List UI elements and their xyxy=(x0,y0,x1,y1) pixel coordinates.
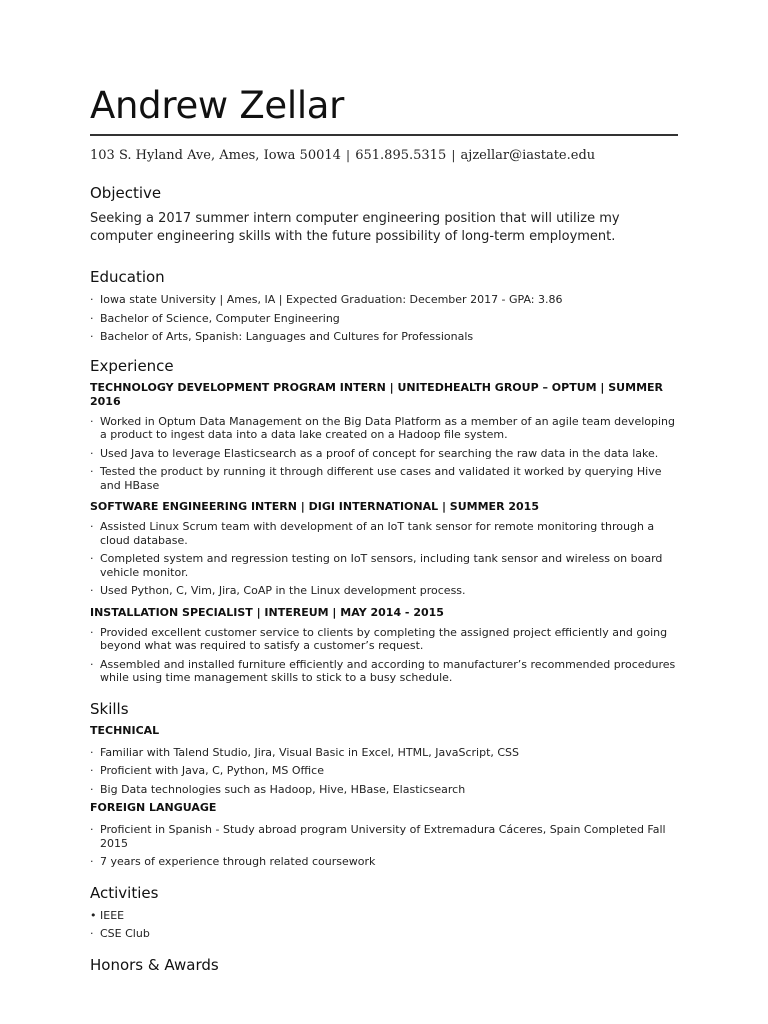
objective-heading: Objective xyxy=(90,184,162,202)
job-bullet: · Worked in Optum Data Management on the Big Data Platform as a member of an agile team developing a product to ingest data into a data lake created on a Hadoop file system. xyxy=(90,414,675,441)
education-list xyxy=(90,293,678,344)
contact-phone: 651.895.5315 xyxy=(355,148,447,163)
job-bullet: · Assisted Linux Scrum team with development of an IoT tank sensor for remote monitoring through a cloud database. xyxy=(90,520,655,547)
contact-separator: | xyxy=(346,148,351,162)
job-title: TECHNOLOGY DEVELOPMENT PROGRAM INTERN | UNITEDHEALTH GROUP – OPTUM | SUMMER 2016 xyxy=(90,380,663,408)
job-bullets xyxy=(90,626,678,685)
job-title: INSTALLATION SPECIALIST | INTEREUM | MAY 2014 - 2015 xyxy=(90,605,444,619)
skills-group-title: TECHNICAL xyxy=(90,723,160,737)
job-bullets xyxy=(90,415,678,493)
contact-line xyxy=(90,147,678,164)
activity-item: • IEEE xyxy=(90,908,125,922)
job-bullet: · Used Java to leverage Elasticsearch as a proof of concept for searching the raw data in the data lake. xyxy=(90,446,659,460)
resume-page xyxy=(90,84,678,974)
job-bullet: · Assembled and installed furniture efficiently and according to manufacturer’s recommended procedures while using time management skills to stick to a busy schedule. xyxy=(90,657,676,684)
candidate-name: Andrew Zellar xyxy=(90,84,345,127)
job-bullet: · Used Python, C, Vim, Jira, CoAP in the Linux development process. xyxy=(90,584,466,597)
job-bullet: · Completed system and regression testing on IoT sensors, including tank sensor and wireless on board vehicle monitor. xyxy=(90,552,663,579)
skills-list xyxy=(90,746,678,797)
skills-group-title: FOREIGN LANGUAGE xyxy=(90,801,217,814)
job-bullet: · Provided excellent customer service to clients by completing the assigned project efficiently and going beyond what was required to satisfy a customer’s request. xyxy=(90,625,668,652)
activity-item: · CSE Club xyxy=(90,927,150,940)
skill-item: · 7 years of experience through related coursework xyxy=(90,855,376,868)
skill-item: · Proficient in Spanish - Study abroad program University of Extremadura Cáceres, Spain Completed Fall 2015 xyxy=(90,823,666,850)
objective-text: Seeking a 2017 summer intern computer engineering position that will utilize my computer engineering skills with the future possibility of long-term employment. xyxy=(90,211,620,244)
skill-item: · Proficient with Java, C, Python, MS Office xyxy=(90,764,324,777)
activities-list xyxy=(90,909,678,941)
contact-separator: | xyxy=(451,148,456,162)
skill-item: · Big Data technologies such as Hadoop, Hive, HBase, Elasticsearch xyxy=(90,782,466,796)
job-bullet: · Tested the product by running it through different use cases and validated it worked by querying Hive and HBase xyxy=(90,465,662,492)
education-item: · Bachelor of Arts, Spanish: Languages and Cultures for Professionals xyxy=(90,330,474,343)
education-item: · Iowa state University | Ames, IA | Expected Graduation: December 2017 - GPA: 3.86 xyxy=(90,293,563,306)
honors-heading: Honors & Awards xyxy=(90,955,219,974)
job-bullets xyxy=(90,520,678,598)
education-heading: Education xyxy=(90,268,165,286)
contact-address: 103 S. Hyland Ave, Ames, Iowa 50014 xyxy=(90,148,341,163)
header-divider xyxy=(90,134,678,136)
skills-list xyxy=(90,823,678,869)
education-item: · Bachelor of Science, Computer Engineering xyxy=(90,311,340,325)
activities-heading: Activities xyxy=(90,883,159,902)
job-title: SOFTWARE ENGINEERING INTERN | DIGI INTERNATIONAL | SUMMER 2015 xyxy=(90,500,539,513)
skill-item: · Familiar with Talend Studio, Jira, Visual Basic in Excel, HTML, JavaScript, CSS xyxy=(90,745,520,759)
skills-heading: Skills xyxy=(90,699,129,718)
experience-heading: Experience xyxy=(90,356,174,375)
contact-email[interactable]: ajzellar@iastate.edu xyxy=(460,148,596,163)
